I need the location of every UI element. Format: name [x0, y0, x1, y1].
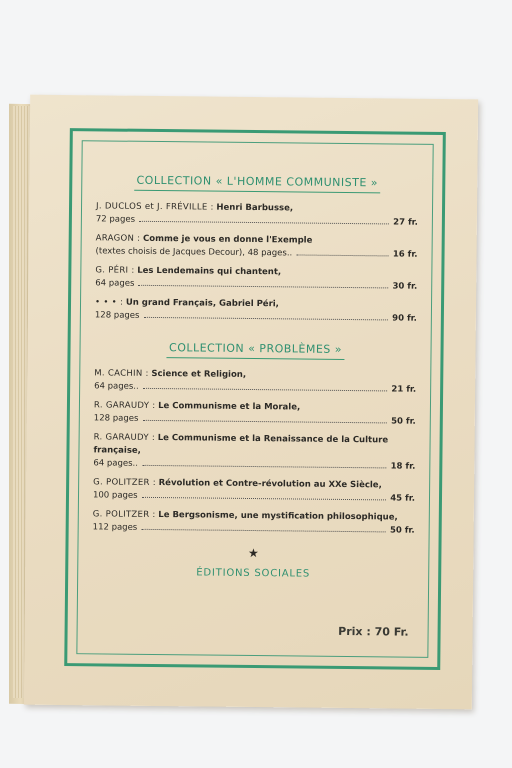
- entry-pages: 64 pages..: [94, 381, 139, 392]
- entry-pages: 112 pages: [92, 522, 138, 533]
- green-border-frame: [64, 128, 446, 670]
- entry-author: M. CACHIN :: [94, 368, 149, 379]
- entry-author: • • • :: [94, 297, 124, 308]
- entry-price: 50 fr.: [389, 525, 415, 536]
- publisher-name: ÉDITIONS SOCIALES: [196, 567, 311, 580]
- entry-price: 30 fr.: [392, 281, 418, 292]
- entry-price: 18 fr.: [390, 461, 416, 472]
- entry-title: Révolution et Contre-révolution au XXe Siècle,: [158, 478, 382, 491]
- cover-content: [86, 155, 425, 642]
- collection-title-homme-communiste: COLLECTION « L'HOMME COMMUNISTE »: [90, 173, 424, 193]
- entry-pages: 128 pages: [94, 310, 140, 321]
- book-entry: [93, 508, 415, 537]
- entry-title: Science et Religion,: [151, 368, 247, 380]
- entry-pages: 64 pages: [95, 278, 135, 289]
- entry-author: ARAGON :: [95, 233, 141, 244]
- entry-price: 50 fr.: [391, 416, 416, 427]
- book-entry: [94, 399, 416, 428]
- book-entry: [95, 264, 417, 293]
- entry-title: Un grand Français, Gabriel Péri,: [125, 297, 279, 310]
- entry-pages: 64 pages..: [93, 458, 138, 469]
- entry-author: R. GARAUDY :: [93, 400, 156, 411]
- entry-author: J. DUCLOS et J. FRÉVILLE :: [95, 201, 214, 213]
- entry-price: 16 fr.: [392, 249, 418, 260]
- book-entry: [93, 431, 415, 473]
- entry-pages: 72 pages: [95, 214, 136, 225]
- entry-title: Comme je vous en donne l'Exemple: [143, 233, 313, 246]
- collection-title-problemes: COLLECTION « PROBLÈMES »: [88, 340, 422, 360]
- entry-pages: 100 pages: [92, 490, 138, 501]
- book-entry: [93, 476, 415, 505]
- entry-price: 21 fr.: [391, 384, 417, 395]
- entry-author: R. GARAUDY :: [93, 432, 156, 443]
- entry-title: Les Lendemains qui chantent,: [137, 265, 282, 278]
- book-back-cover: [24, 95, 478, 710]
- star-ornament: ★: [247, 545, 259, 561]
- book-entry: [96, 200, 418, 229]
- entry-author: G. POLITZER :: [92, 509, 156, 521]
- entry-author: G. PÉRI :: [95, 265, 135, 276]
- book-entry: [95, 232, 417, 261]
- entry-price: 27 fr.: [393, 217, 418, 228]
- entry-pages: (textes choisis de Jacques Decour), 48 pages..: [95, 246, 293, 259]
- book-entry: [94, 367, 416, 396]
- book-entry: [95, 296, 417, 325]
- entry-price: 45 fr.: [390, 493, 416, 504]
- entry-price: 90 fr.: [392, 313, 417, 324]
- entry-title: Le Communisme et la Morale,: [158, 401, 301, 413]
- entry-pages: 128 pages: [93, 413, 139, 424]
- entry-author: G. POLITZER :: [93, 477, 157, 489]
- entry-title: Henri Barbusse,: [216, 202, 294, 214]
- entry-title: Le Bergsonisme, une mystification philosophique,: [158, 510, 398, 523]
- entry-title: Le Communisme et la Renaissance de la Culture française,: [93, 433, 389, 456]
- price-label: Prix : 70 Fr.: [338, 624, 409, 639]
